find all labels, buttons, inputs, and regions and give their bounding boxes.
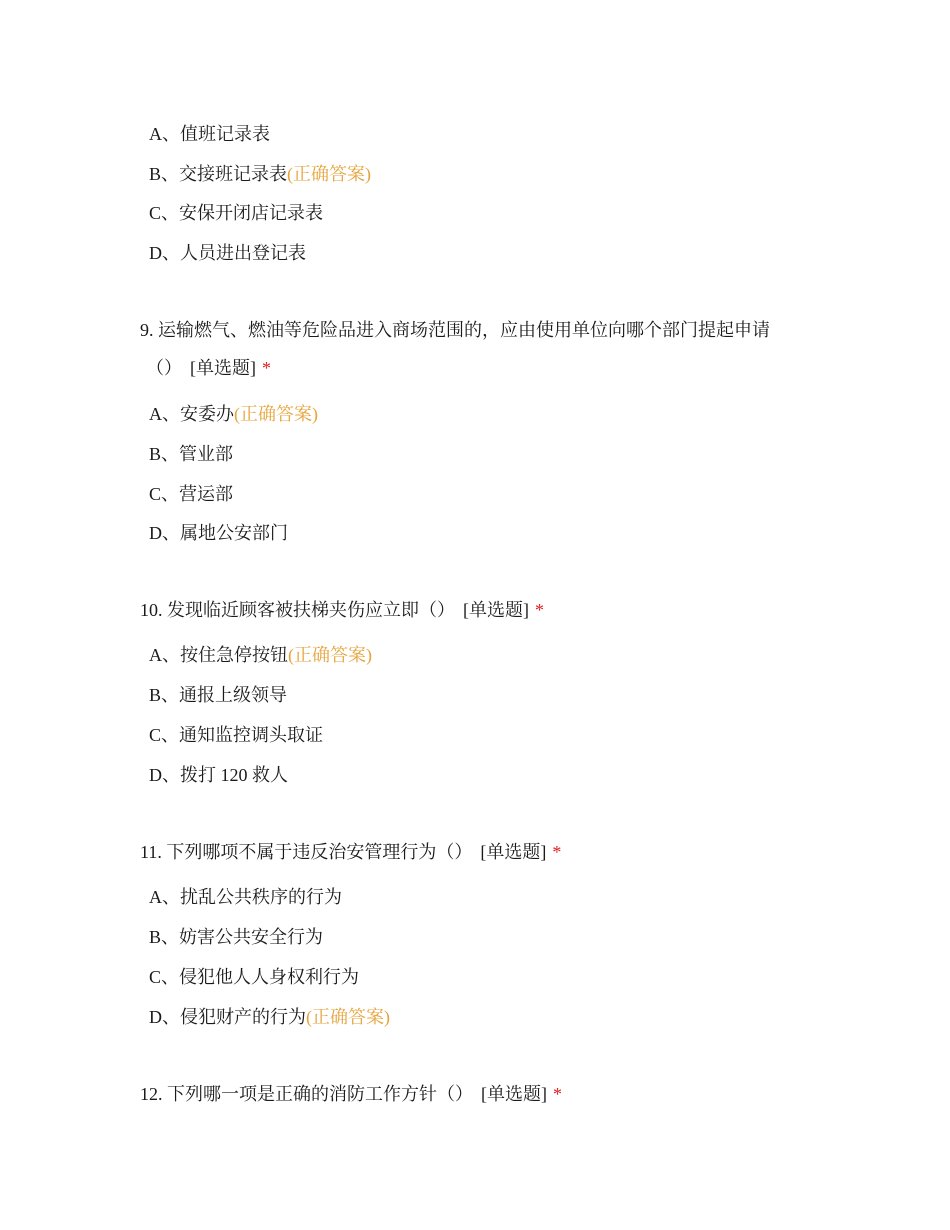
option-text: A、扰乱公共秩序的行为 bbox=[149, 887, 342, 907]
q8-option-c bbox=[149, 201, 323, 225]
question-type: [单选题] bbox=[480, 842, 547, 862]
q11-option-a bbox=[149, 885, 342, 909]
question-text: 9. 运输燃气、燃油等危险品进入商场范围的，应由使用单位向哪个部门提起申请 bbox=[140, 320, 770, 340]
correct-answer-mark: (正确答案) bbox=[287, 164, 372, 184]
q10-title bbox=[140, 598, 544, 622]
required-mark: * bbox=[262, 358, 271, 378]
q10-option-a bbox=[149, 643, 372, 667]
q9-option-c bbox=[149, 482, 233, 506]
q9-title-line2 bbox=[146, 356, 271, 380]
question-text: 11. 下列哪项不属于违反治安管理行为（） bbox=[140, 842, 473, 862]
q9-option-b bbox=[149, 442, 233, 466]
q12-title bbox=[140, 1082, 562, 1106]
correct-answer-mark: (正确答案) bbox=[288, 645, 372, 665]
option-text: A、按住急停按钮 bbox=[149, 645, 288, 665]
q8-option-a bbox=[149, 122, 270, 146]
q8-option-b bbox=[149, 162, 371, 186]
option-text: A、值班记录表 bbox=[149, 124, 270, 144]
question-type: [单选题] bbox=[463, 600, 529, 620]
q10-option-b bbox=[149, 683, 287, 707]
q11-title bbox=[140, 840, 561, 864]
question-type: [单选题] bbox=[190, 358, 256, 378]
option-text: B、交接班记录表 bbox=[149, 164, 288, 184]
question-text: 12. 下列哪一项是正确的消防工作方针（） bbox=[140, 1084, 473, 1104]
q11-option-b bbox=[149, 925, 323, 949]
q9-option-d bbox=[149, 521, 288, 545]
option-text: D、侵犯财产的行为 bbox=[149, 1007, 306, 1027]
option-text: C、安保开闭店记录表 bbox=[149, 203, 324, 223]
q11-option-c bbox=[149, 965, 359, 989]
option-text: D、属地公安部门 bbox=[149, 523, 288, 543]
q9-option-a bbox=[149, 402, 318, 426]
option-text: C、侵犯他人人身权利行为 bbox=[149, 967, 360, 987]
option-text: C、通知监控调头取证 bbox=[149, 725, 324, 745]
required-mark: * bbox=[553, 1084, 562, 1104]
option-text: D、人员进出登记表 bbox=[149, 243, 306, 263]
option-text: C、营运部 bbox=[149, 484, 234, 504]
correct-answer-mark: (正确答案) bbox=[306, 1007, 390, 1027]
required-mark: * bbox=[552, 842, 562, 862]
correct-answer-mark: (正确答案) bbox=[234, 404, 318, 424]
option-text: A、安委办 bbox=[149, 404, 234, 424]
q11-option-d bbox=[149, 1005, 390, 1029]
q9-title-line1 bbox=[140, 318, 770, 342]
question-text: （） bbox=[146, 358, 182, 378]
option-text: B、管业部 bbox=[149, 444, 234, 464]
required-mark: * bbox=[535, 600, 544, 620]
question-type: [单选题] bbox=[481, 1084, 547, 1104]
option-text: B、通报上级领导 bbox=[149, 685, 288, 705]
q10-option-c bbox=[149, 723, 323, 747]
option-text: D、拨打 120 救人 bbox=[149, 765, 288, 785]
option-text: B、妨害公共安全行为 bbox=[149, 927, 324, 947]
q10-option-d bbox=[149, 763, 288, 787]
q8-option-d bbox=[149, 241, 306, 265]
question-text: 10. 发现临近顾客被扶梯夹伤应立即（） bbox=[140, 600, 455, 620]
